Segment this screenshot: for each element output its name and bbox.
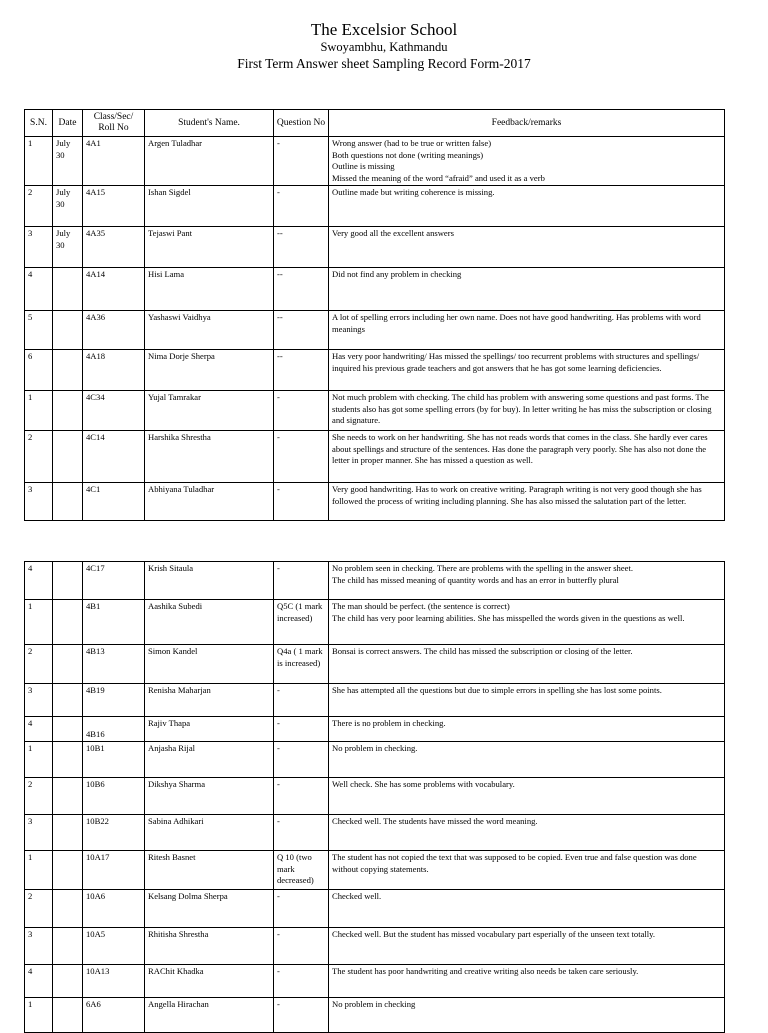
cell-date	[53, 431, 83, 483]
cell-date	[53, 851, 83, 890]
cell-student-name: Rajiv Thapa	[145, 717, 274, 742]
feedback-line: No problem seen in checking. There are problems with the spelling in the answer sheet.	[332, 563, 634, 573]
cell-sn: 1	[25, 851, 53, 890]
cell-sn: 3	[25, 227, 53, 268]
cell-feedback	[329, 562, 725, 600]
school-location: Swoyambhu, Kathmandu	[320, 40, 448, 54]
cell-feedback	[329, 684, 725, 717]
cell-date: July 30	[53, 137, 83, 186]
cell-feedback	[329, 928, 725, 965]
cell-date	[53, 717, 83, 742]
cell-question-no: --	[274, 350, 329, 391]
cell-sn: 1	[25, 998, 53, 1033]
cell-student-name: Hisi Lama	[145, 268, 274, 311]
cell-student-name: Argen Tuladhar	[145, 137, 274, 186]
cell-student-name: Yujal Tamrakar	[145, 391, 274, 431]
cell-date: July 30	[53, 186, 83, 227]
cell-sn: 1	[25, 391, 53, 431]
form-title: First Term Answer sheet Sampling Record Form-2017	[237, 56, 531, 71]
cell-question-no: --	[274, 227, 329, 268]
cell-question-no: -	[274, 717, 329, 742]
table-row	[25, 186, 725, 227]
cell-student-name: Harshika Shrestha	[145, 431, 274, 483]
cell-student-name: RAChit Khadka	[145, 965, 274, 998]
cell-feedback	[329, 600, 725, 645]
cell-feedback	[329, 742, 725, 778]
cell-question-no: -	[274, 742, 329, 778]
cell-feedback	[329, 227, 725, 268]
cell-roll-no: 10B22	[83, 815, 145, 851]
cell-feedback	[329, 815, 725, 851]
table-row	[25, 778, 725, 815]
table-header-row	[25, 110, 725, 137]
cell-date	[53, 998, 83, 1033]
cell-roll-no: 10B6	[83, 778, 145, 815]
feedback-line: Not much problem with checking. The child has problem with answering some questions and past forms. The students also has got some spelling errors (by for buy). In letter writing he has miss the subscription or closing and signature.	[332, 392, 712, 425]
cell-student-name: Rhitisha Shrestha	[145, 928, 274, 965]
cell-sn: 3	[25, 815, 53, 851]
feedback-line: Well check. She has some problems with vocabulary.	[332, 779, 515, 789]
cell-roll-no: 4B16	[83, 717, 145, 742]
col-header-date: Date	[53, 110, 83, 137]
cell-date	[53, 483, 83, 521]
cell-sn: 2	[25, 645, 53, 684]
cell-roll-no: 4C14	[83, 431, 145, 483]
feedback-line: Checked well. But the student has missed vocabulary part esperially of the unseen text totally.	[332, 929, 656, 939]
cell-question-no: Q4a ( 1 mark is increased)	[274, 645, 329, 684]
col-header-sn: S.N.	[25, 110, 53, 137]
table-row	[25, 350, 725, 391]
cell-feedback	[329, 998, 725, 1033]
cell-roll-no: 4C1	[83, 483, 145, 521]
cell-sn: 4	[25, 717, 53, 742]
feedback-line: The man should be perfect. (the sentence is correct)	[332, 601, 510, 611]
cell-question-no: -	[274, 186, 329, 227]
cell-student-name: Ritesh Basnet	[145, 851, 274, 890]
cell-roll-no: 4B1	[83, 600, 145, 645]
cell-roll-no: 4A18	[83, 350, 145, 391]
table-row	[25, 137, 725, 186]
cell-date	[53, 645, 83, 684]
table-row	[25, 600, 725, 645]
feedback-line: Checked well.	[332, 891, 382, 901]
cell-roll-no: 6A6	[83, 998, 145, 1033]
cell-question-no: -	[274, 562, 329, 600]
cell-student-name: Renisha Maharjan	[145, 684, 274, 717]
cell-sn: 4	[25, 965, 53, 998]
sampling-table-2	[24, 561, 725, 1033]
cell-date	[53, 890, 83, 928]
table-row	[25, 717, 725, 742]
cell-student-name: Ishan Sigdel	[145, 186, 274, 227]
cell-student-name: Angella Hirachan	[145, 998, 274, 1033]
table-row	[25, 483, 725, 521]
cell-sn: 1	[25, 742, 53, 778]
cell-sn: 2	[25, 778, 53, 815]
cell-question-no: Q5C (1 mark increased)	[274, 600, 329, 645]
cell-date	[53, 350, 83, 391]
cell-feedback	[329, 186, 725, 227]
cell-sn: 2	[25, 186, 53, 227]
cell-sn: 2	[25, 890, 53, 928]
cell-roll-no: 10A17	[83, 851, 145, 890]
cell-sn: 5	[25, 311, 53, 350]
cell-question-no: -	[274, 998, 329, 1033]
cell-question-no: -	[274, 965, 329, 998]
cell-feedback	[329, 483, 725, 521]
feedback-line: No problem in checking.	[332, 743, 418, 753]
col-header-roll: Class/Sec/ Roll No	[83, 110, 145, 137]
feedback-line: Checked well. The students have missed the word meaning.	[332, 816, 538, 826]
cell-date	[53, 600, 83, 645]
feedback-line: No problem in checking	[332, 999, 416, 1009]
cell-feedback	[329, 645, 725, 684]
cell-student-name: Krish Sitaula	[145, 562, 274, 600]
cell-question-no: -	[274, 431, 329, 483]
cell-question-no: -	[274, 778, 329, 815]
table-row	[25, 684, 725, 717]
cell-feedback	[329, 778, 725, 815]
cell-date	[53, 268, 83, 311]
cell-roll-no: 4B19	[83, 684, 145, 717]
cell-question-no: -	[274, 137, 329, 186]
cell-feedback	[329, 890, 725, 928]
cell-question-no: --	[274, 268, 329, 311]
cell-date	[53, 562, 83, 600]
cell-roll-no: 10A6	[83, 890, 145, 928]
cell-student-name: Kelsang Dolma Sherpa	[145, 890, 274, 928]
cell-student-name: Aashika Subedi	[145, 600, 274, 645]
cell-student-name: Anjasha Rijal	[145, 742, 274, 778]
cell-roll-no: 4A14	[83, 268, 145, 311]
cell-sn: 1	[25, 600, 53, 645]
feedback-line: A lot of spelling errors including her own name. Does not have good handwriting. Has problems with word meanings	[332, 312, 701, 334]
feedback-line: Outline is missing	[332, 161, 395, 171]
cell-question-no: -	[274, 684, 329, 717]
cell-feedback	[329, 717, 725, 742]
cell-sn: 1	[25, 137, 53, 186]
cell-date	[53, 928, 83, 965]
cell-student-name: Abhiyana Tuladhar	[145, 483, 274, 521]
table-row	[25, 851, 725, 890]
feedback-line: The student has not copied the text that was supposed to be copied. Even true and false question was done without copying statements.	[332, 852, 697, 874]
cell-roll-no: 4C17	[83, 562, 145, 600]
col-header-feedback: Feedback/remarks	[329, 110, 725, 137]
table-row	[25, 562, 725, 600]
feedback-line: Outline made but writing coherence is missing.	[332, 187, 495, 197]
feedback-line: Bonsai is correct answers. The child has missed the subscription or closing of the letter.	[332, 646, 633, 656]
cell-feedback	[329, 391, 725, 431]
col-header-question: Question No	[274, 110, 329, 137]
cell-date	[53, 391, 83, 431]
feedback-line: There is no problem in checking.	[332, 718, 446, 728]
cell-date	[53, 742, 83, 778]
cell-student-name: Nima Dorje Sherpa	[145, 350, 274, 391]
cell-feedback	[329, 431, 725, 483]
feedback-line: The child has very poor learning abilities. She has misspelled the words given in the questions as well.	[332, 612, 685, 623]
cell-date	[53, 778, 83, 815]
cell-question-no: -	[274, 483, 329, 521]
feedback-line: Did not find any problem in checking	[332, 269, 462, 279]
school-name: The Excelsior School	[310, 20, 458, 39]
cell-roll-no: 4A1	[83, 137, 145, 186]
cell-student-name: Tejaswi Pant	[145, 227, 274, 268]
feedback-line: Very good all the excellent answers	[332, 228, 454, 238]
table-row	[25, 998, 725, 1033]
feedback-line: Wrong answer (had to be true or written false)	[332, 138, 492, 148]
cell-roll-no: 4C34	[83, 391, 145, 431]
cell-date	[53, 965, 83, 998]
cell-feedback	[329, 350, 725, 391]
feedback-line: The student has poor handwriting and creative writing also needs be taken care seriously.	[332, 966, 639, 976]
cell-date: July 30	[53, 227, 83, 268]
cell-sn: 4	[25, 268, 53, 311]
cell-feedback	[329, 268, 725, 311]
cell-student-name: Sabina Adhikari	[145, 815, 274, 851]
sampling-table-1	[24, 109, 725, 521]
cell-question-no: -	[274, 391, 329, 431]
cell-question-no: -	[274, 890, 329, 928]
cell-question-no: Q 10 (two mark decreased)	[274, 851, 329, 890]
cell-feedback	[329, 311, 725, 350]
col-header-name: Student's Name.	[145, 110, 274, 137]
cell-roll-no: 10A5	[83, 928, 145, 965]
cell-feedback	[329, 137, 725, 186]
cell-student-name: Yashaswi Vaidhya	[145, 311, 274, 350]
cell-feedback	[329, 851, 725, 890]
cell-sn: 3	[25, 684, 53, 717]
cell-question-no: -	[274, 928, 329, 965]
cell-feedback	[329, 965, 725, 998]
cell-roll-no: 10A13	[83, 965, 145, 998]
feedback-line: The child has missed meaning of quantity words and has an error in butterfly plural	[332, 574, 619, 585]
table-row	[25, 742, 725, 778]
feedback-line: Has very poor handwriting/ Has missed the spellings/ too recurrent problems with structures and spellings/ inquired his previous grade teachers and got answers that he has got some learning deficiencies.	[332, 351, 700, 373]
feedback-line: She needs to work on her handwriting. She has not reads words that comes in the class. She hardly ever cares about spellings and structure of the sentences. Has done the paragraph very poorly. She has also not done the letter in proper manner. She has missed a question as well.	[332, 432, 708, 465]
cell-student-name: Dikshya Sharma	[145, 778, 274, 815]
cell-sn: 3	[25, 483, 53, 521]
table-row	[25, 391, 725, 431]
table-row	[25, 431, 725, 483]
table-row	[25, 890, 725, 928]
cell-sn: 2	[25, 431, 53, 483]
table-row	[25, 311, 725, 350]
feedback-line: Very good handwriting. Has to work on creative writing. Paragraph writing is not very good though she has followed the process of writing including planning. She has also missed the salutation part of the letter.	[332, 484, 702, 506]
cell-question-no: --	[274, 311, 329, 350]
cell-roll-no: 4A35	[83, 227, 145, 268]
cell-sn: 6	[25, 350, 53, 391]
table-row	[25, 645, 725, 684]
cell-date	[53, 684, 83, 717]
table-row	[25, 965, 725, 998]
cell-roll-no: 4A15	[83, 186, 145, 227]
feedback-line: Missed the meaning of the word “afraid” and used it as a verb	[332, 172, 545, 183]
table-row	[25, 815, 725, 851]
cell-roll-no: 10B1	[83, 742, 145, 778]
table-row	[25, 227, 725, 268]
cell-date	[53, 311, 83, 350]
cell-sn: 3	[25, 928, 53, 965]
cell-sn: 4	[25, 562, 53, 600]
feedback-line: She has attempted all the questions but due to simple errors in spelling she has lost some points.	[332, 685, 662, 695]
cell-question-no: -	[274, 815, 329, 851]
cell-date	[53, 815, 83, 851]
cell-roll-no: 4A36	[83, 311, 145, 350]
cell-roll-no: 4B13	[83, 645, 145, 684]
table-row	[25, 928, 725, 965]
table-row	[25, 268, 725, 311]
feedback-line: Both questions not done (writing meanings)	[332, 149, 484, 160]
cell-student-name: Simon Kandel	[145, 645, 274, 684]
